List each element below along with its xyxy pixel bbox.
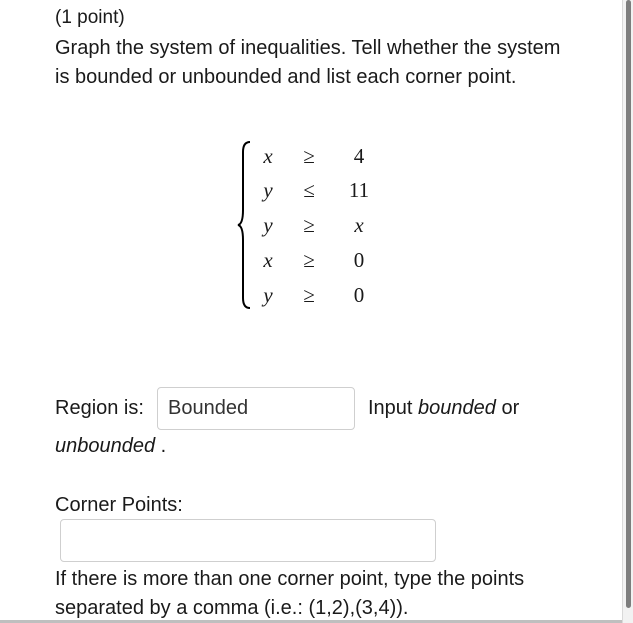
row-value: 11 — [348, 178, 370, 202]
region-label: Region is: — [55, 397, 144, 419]
row-variable: x — [263, 248, 273, 272]
region-hint — [368, 396, 519, 420]
row-value: 0 — [353, 283, 365, 307]
row-value: x — [354, 213, 364, 237]
row-operator: ≤ — [303, 178, 315, 202]
hint-prefix: Input — [368, 397, 419, 419]
corner-points-input[interactable] — [60, 519, 436, 562]
region-hint-continued — [55, 434, 166, 458]
hint-unbounded: unbounded — [55, 435, 156, 457]
row-variable: y — [263, 213, 273, 237]
row-operator: ≥ — [303, 283, 315, 307]
corner-points-hint: If there is more than one corner point, type the points separated by a comma (i.e.: (1,2),(3,4)). — [55, 568, 525, 619]
question-prompt: Graph the system of inequalities. Tell whether the system is bounded or unbounded and list each corner point. — [55, 37, 561, 88]
region-input[interactable] — [157, 387, 355, 430]
points-label: (1 point) — [55, 7, 125, 28]
row-variable: y — [263, 178, 273, 202]
scrollbar-thumb[interactable] — [626, 0, 631, 608]
hint-suffix: . — [155, 435, 167, 457]
row-variable: y — [263, 283, 273, 307]
hint-bounded: bounded — [418, 397, 496, 419]
inequality-system — [236, 140, 386, 310]
row-variable: x — [263, 144, 273, 168]
corner-points-label: Corner Points: — [55, 494, 183, 516]
hint-or: or — [495, 397, 520, 419]
row-operator: ≥ — [303, 248, 315, 272]
row-operator: ≥ — [303, 144, 315, 168]
row-operator: ≥ — [303, 213, 315, 237]
left-brace — [236, 140, 252, 310]
row-value: 4 — [353, 144, 365, 168]
row-value: 0 — [353, 248, 365, 272]
